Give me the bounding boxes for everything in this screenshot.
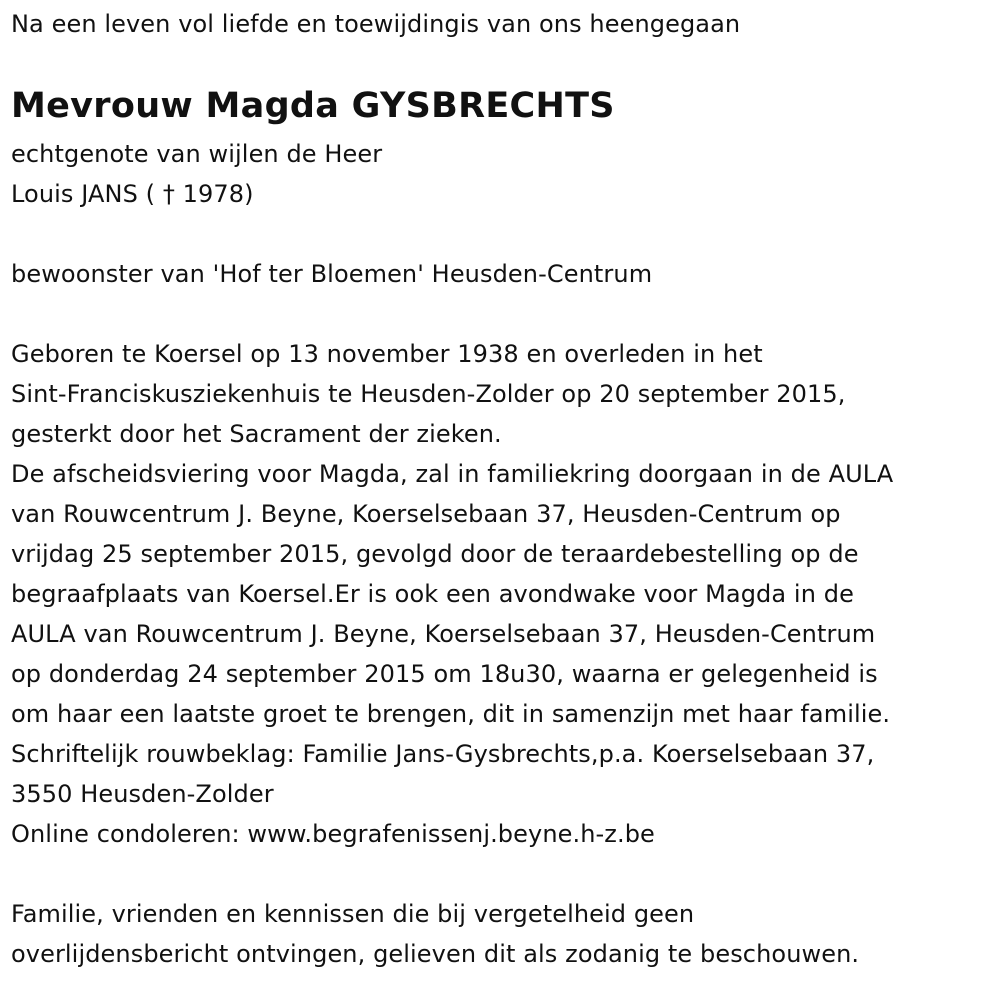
intro-line: Na een leven vol liefde en toewijdingis van ons heengegaan [11, 10, 741, 38]
body-line: van Rouwcentrum J. Beyne, Koerselsebaan 37, Heusden-Centrum op [11, 500, 841, 528]
body-line: gesterkt door het Sacrament der zieken. [11, 420, 502, 448]
deceased-name: Mevrouw Magda GYSBRECHTS [11, 86, 615, 126]
notice-body [11, 334, 893, 854]
body-line: De afscheidsviering voor Magda, zal in familiekring doorgaan in de AULA [11, 460, 894, 488]
body-line: vrijdag 25 september 2015, gevolgd door de teraardebestelling op de [11, 540, 859, 568]
condolence-website-line: Online condoleren: www.begrafenissenj.beyne.h-z.be [11, 820, 655, 848]
body-line: begraafplaats van Koersel.Er is ook een avondwake voor Magda in de [11, 580, 854, 608]
body-line: Sint-Franciskusziekenhuis te Heusden-Zolder op 20 september 2015, [11, 380, 846, 408]
closing-line: Familie, vrienden en kennissen die bij vergetelheid geen [11, 900, 695, 928]
residence-line: bewoonster van 'Hof ter Bloemen' Heusden-Centrum [11, 260, 653, 288]
body-line: op donderdag 24 september 2015 om 18u30, waarna er gelegenheid is [11, 660, 878, 688]
spouse-line: echtgenote van wijlen de Heer [11, 140, 383, 168]
spouse-block [11, 134, 382, 214]
body-line: 3550 Heusden-Zolder [11, 780, 274, 808]
body-line: Geboren te Koersel op 13 november 1938 en overleden in het [11, 340, 763, 368]
body-line: Schriftelijk rouwbeklag: Familie Jans-Gysbrechts,p.a. Koerselsebaan 37, [11, 740, 875, 768]
closing-block [11, 894, 859, 974]
closing-line: overlijdensbericht ontvingen, gelieven dit als zodanig te beschouwen. [11, 940, 860, 968]
spouse-line: Louis JANS ( † 1978) [11, 180, 254, 208]
body-line: AULA van Rouwcentrum J. Beyne, Koerselsebaan 37, Heusden-Centrum [11, 620, 876, 648]
body-line: om haar een laatste groet te brengen, dit in samenzijn met haar familie. [11, 700, 891, 728]
